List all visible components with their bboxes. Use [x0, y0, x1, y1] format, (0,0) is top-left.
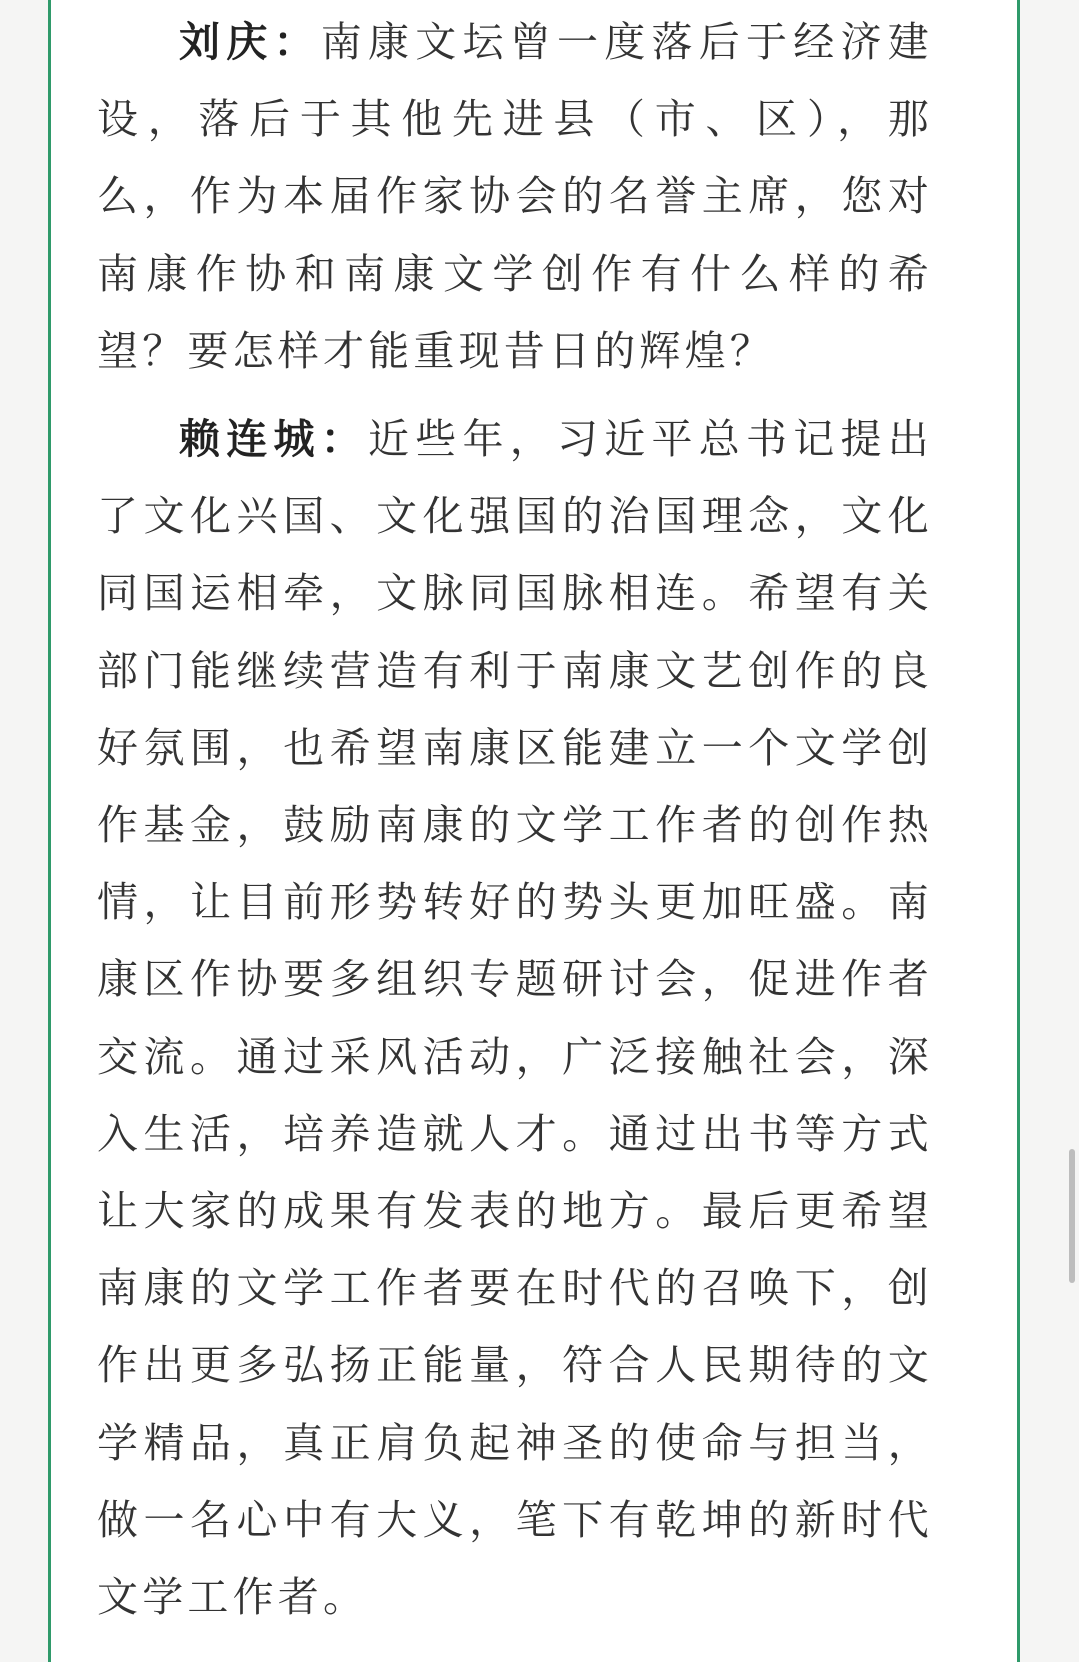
speaker-name: 赖连城：: [179, 415, 369, 464]
scrollbar-thumb[interactable]: [1069, 1149, 1075, 1283]
article-body: [97, 4, 933, 1647]
interview-question: [97, 4, 933, 390]
paragraph-text: 南康文坛曾一度落后于经济建设，落后于其他先进县（市、区），那么，作为本届作家协会的名誉主席，您对南康作协和南康文学创作有什么样的希望？要怎样才能重现昔日的辉煌？: [97, 18, 933, 375]
interview-answer: [97, 401, 933, 1636]
speaker-name: 刘庆：: [179, 18, 321, 66]
paragraph-text: 近些年，习近平总书记提出了文化兴国、文化强国的治国理念，文化同国运相牵，文脉同国脉相连。希望有关部门能继续营造有利于南康文艺创作的良好氛围，也希望南康区能建立一个文学创作基金，鼓励南康的文学工作者的创作热情，让目前形势转好的势头更加旺盛。南康区作协要多组织专题研讨会，促进作者交流。通过采风活动，广泛接触社会，深入生活，培养造就人才。通过出书等方式让大家的成果有发表的地方。最后更希望南康的文学工作者要在时代的召唤下，创作出更多弘扬正能量，符合人民期待的文学精品，真正肩负起神圣的使命与担当，做一名心中有大义，笔下有乾坤的新时代文学工作者。: [97, 415, 933, 1622]
article-card: [48, 0, 1020, 1662]
